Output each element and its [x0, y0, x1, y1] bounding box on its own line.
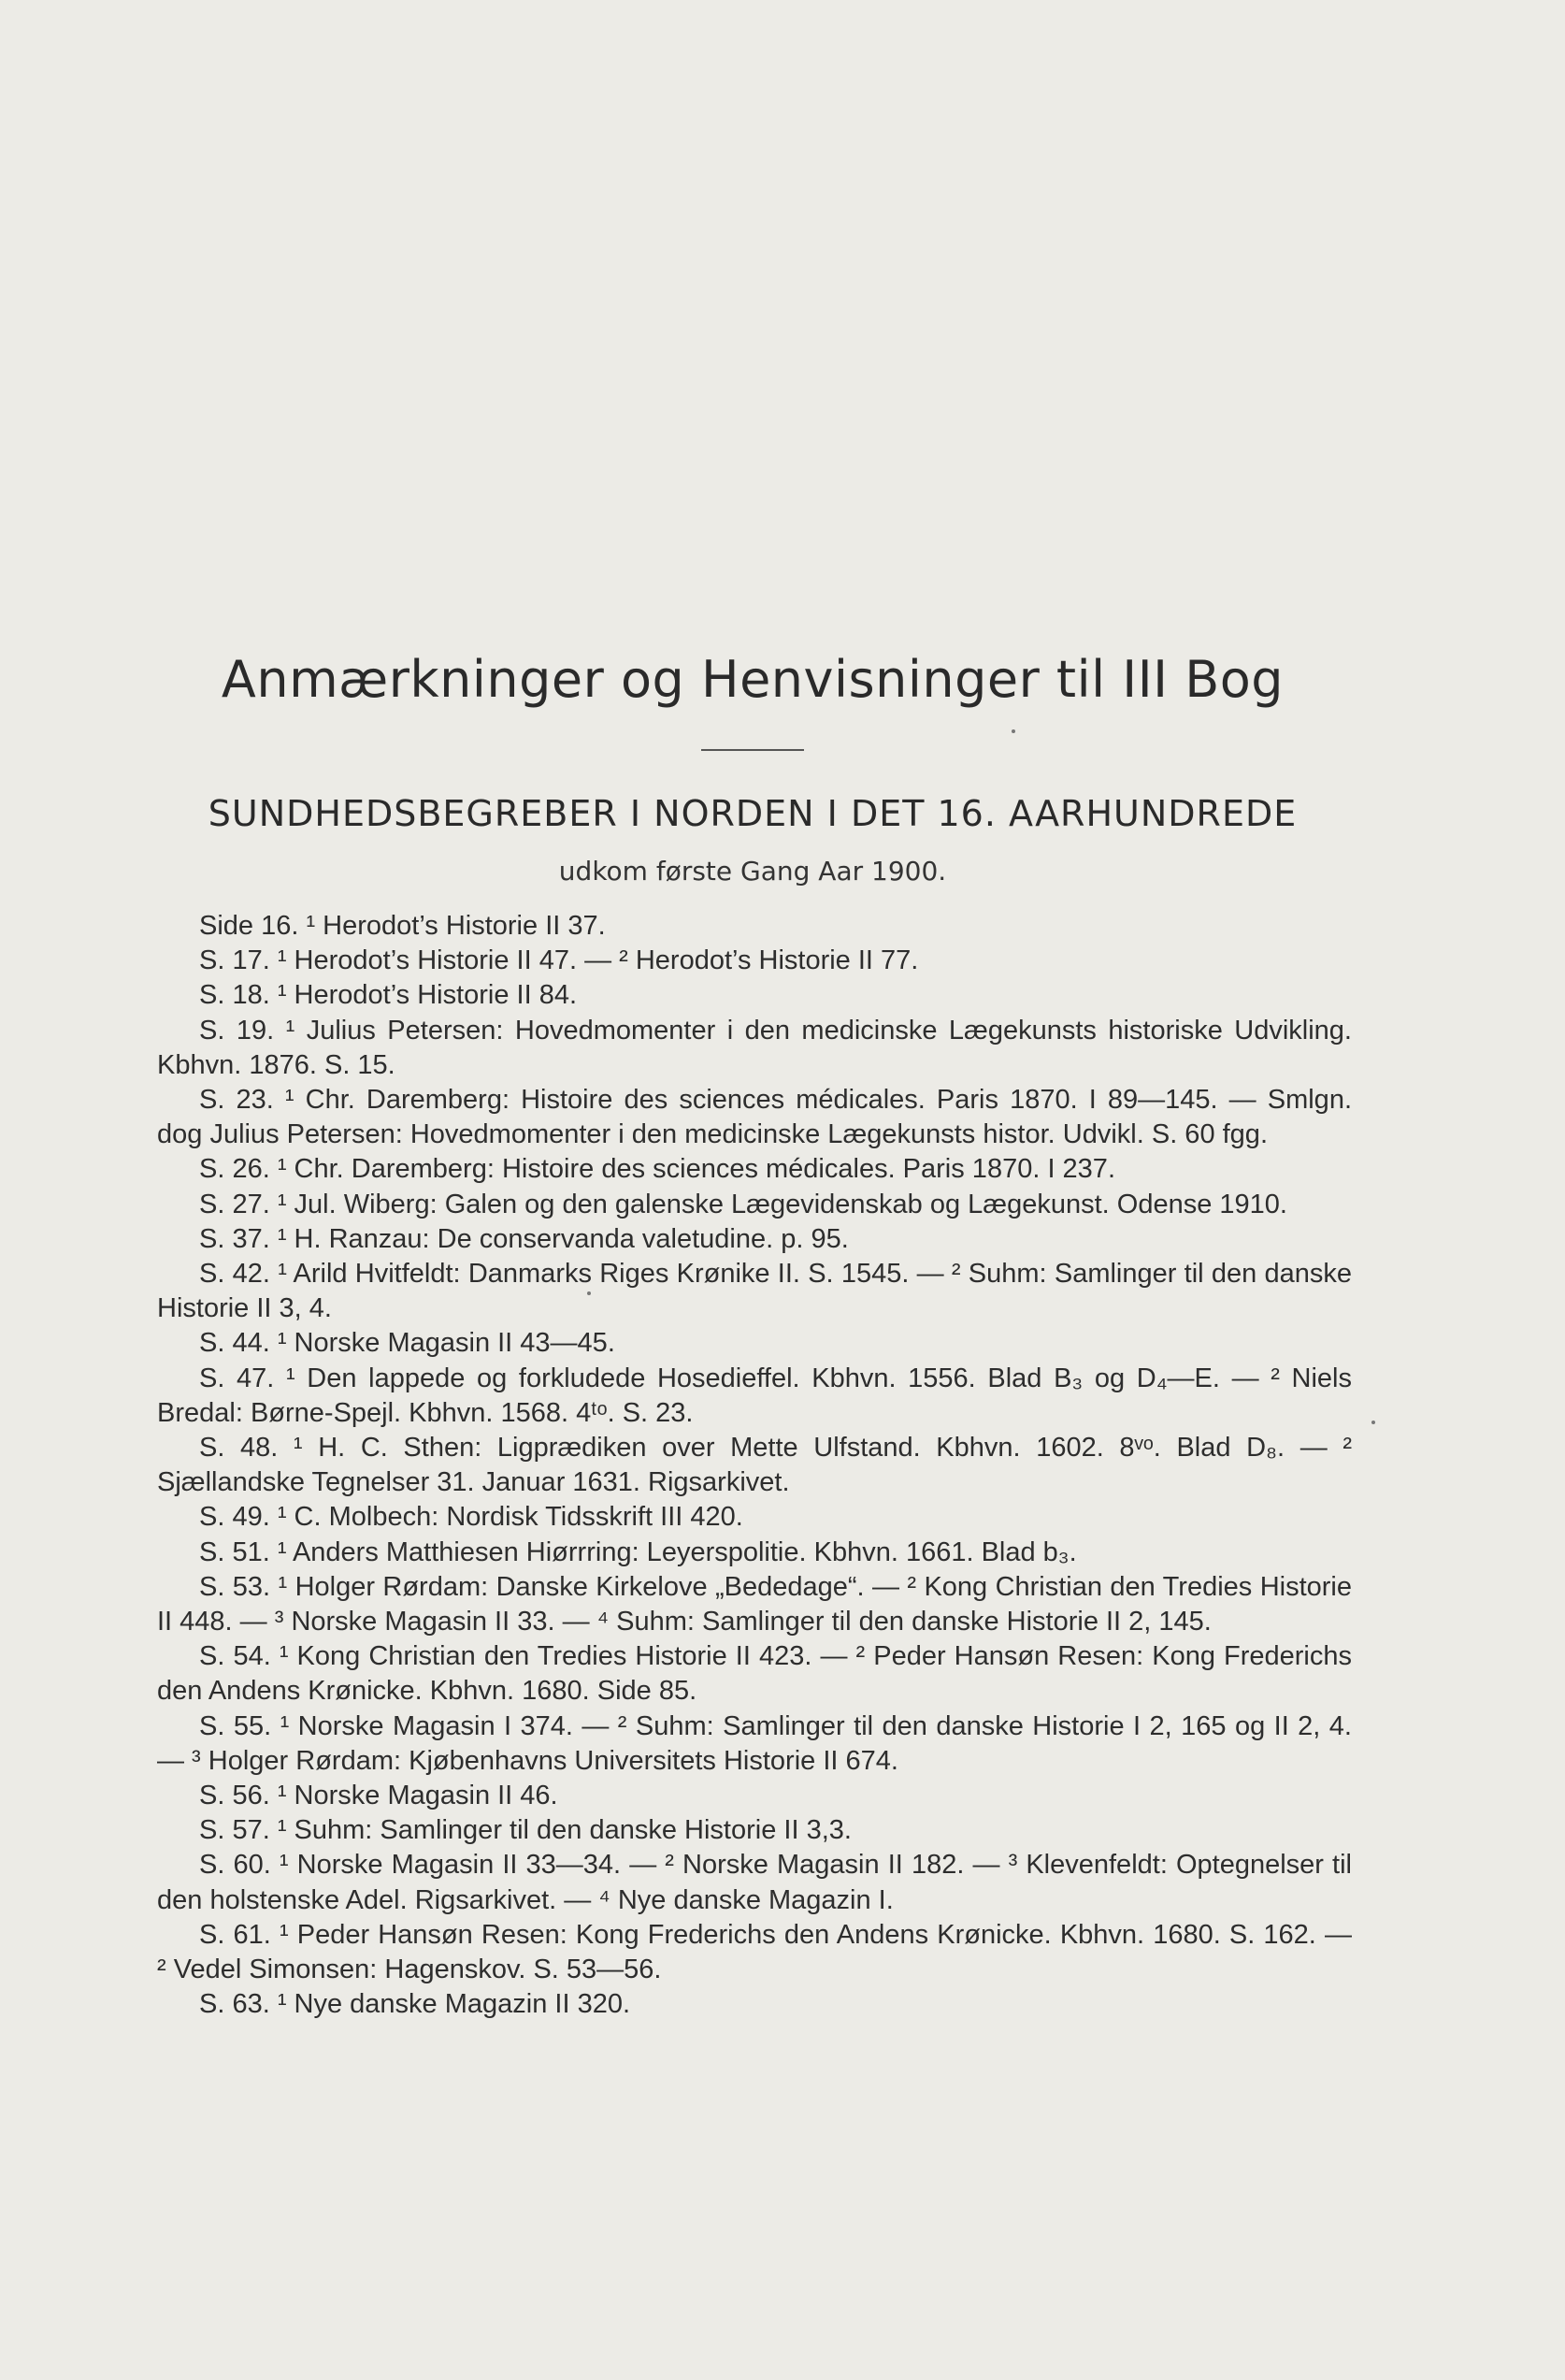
note-entry: S. 55. ¹ Norske Magasin I 374. — ² Suhm: Samlinger til den danske Historie I 2, 165 og II 2, 4. — ³ Holger Rørdam: Kjøbenhavns Universitets Historie II 674. — [157, 1710, 1352, 1776]
note-entry: S. 49. ¹ C. Molbech: Nordisk Tidsskrift III 420. — [199, 1502, 743, 1533]
note-entry: S. 53. ¹ Holger Rørdam: Danske Kirkelove „Bededage“. — ² Kong Christian den Tredies Historie II 448. — ³ Norske Magasin II 33. — ⁴ Suhm: Samlinger til den danske Historie II 2, 145. — [157, 1571, 1352, 1637]
note-entry: S. 60. ¹ Norske Magasin II 33—34. — ² Norske Magasin II 182. — ³ Klevenfeldt: Optegnelser til den holstenske Adel. Rigsarkivet. — ⁴ Nye danske Magazin I. — [157, 1850, 1352, 1915]
note-entry: S. 37. ¹ H. Ranzau: De conservanda valetudine. p. 95. — [199, 1223, 849, 1254]
note-entry: S. 19. ¹ Julius Petersen: Hovedmomenter i den medicinske Lægekunsts historiske Udvikling. Kbhvn. 1876. S. 15. — [157, 1015, 1352, 1080]
note-entry: S. 18. ¹ Herodot’s Historie II 84. — [199, 980, 578, 1011]
paper-speck — [1371, 1421, 1375, 1424]
note-entry: S. 54. ¹ Kong Christian den Tredies Historie II 423. — ² Peder Hansøn Resen: Kong Frederichs den Andens Krønicke. Kbhvn. 1680. Side 85. — [157, 1641, 1352, 1707]
note-entry: S. 61. ¹ Peder Hansøn Resen: Kong Frederichs den Andens Krønicke. Kbhvn. 1680. S. 162. — ² Vedel Simonsen: Hagenskov. S. 53—56. — [157, 1919, 1352, 1985]
section-title: SUNDHEDSBEGREBER I NORDEN I DET 16. AARHUNDREDE — [208, 793, 1298, 834]
note-entry: S. 48. ¹ H. C. Sthen: Ligprædiken over Mette Ulfstand. Kbhvn. 1602. 8ᵛᵒ. Blad D₈. — ² Sjællandske Tegnelser 31. Januar 1631. Rigsarkivet. — [157, 1433, 1352, 1498]
note-entry: S. 27. ¹ Jul. Wiberg: Galen og den galenske Lægevidenskab og Lægekunst. Odense 1910. — [199, 1189, 1287, 1219]
note-entry: S. 23. ¹ Chr. Daremberg: Histoire des sciences médicales. Paris 1870. I 89—145. — Smlgn. dog Julius Petersen: Hovedmomenter i den medicinske Lægekunsts histor. Udvikl. S. 60 fgg. — [157, 1085, 1352, 1150]
note-entry: S. 57. ¹ Suhm: Samlinger til den danske Historie II 3,3. — [199, 1815, 852, 1846]
note-entry: S. 17. ¹ Herodot’s Historie II 47. — ² Herodot’s Historie II 77. — [199, 945, 919, 976]
note-entry: S. 56. ¹ Norske Magasin II 46. — [199, 1781, 558, 1811]
note-entry: S. 42. ¹ Arild Hvitfeldt: Danmarks Riges Krønike II. S. 1545. — ² Suhm: Samlinger til den danske Historie II 3, 4. — [157, 1259, 1352, 1324]
page-heading: Anmærkninger og Henvisninger til III Bog — [221, 650, 1285, 709]
note-entry: S. 26. ¹ Chr. Daremberg: Histoire des sciences médicales. Paris 1870. I 237. — [199, 1154, 1115, 1185]
paper-speck — [587, 1291, 591, 1295]
paper-speck — [1012, 729, 1015, 733]
section-subtitle: udkom første Gang Aar 1900. — [558, 856, 947, 887]
divider-rule — [701, 749, 804, 751]
note-entry: S. 44. ¹ Norske Magasin II 43—45. — [199, 1328, 615, 1359]
note-entry: S. 63. ¹ Nye danske Magazin II 320. — [199, 1989, 631, 2020]
note-entry: S. 51. ¹ Anders Matthiesen Hiørrring: Leyerspolitie. Kbhvn. 1661. Blad b₃. — [199, 1536, 1077, 1567]
note-entry: Side 16. ¹ Herodot’s Historie II 37. — [199, 911, 606, 941]
note-entry: S. 47. ¹ Den lappede og forkludede Hosedieffel. Kbhvn. 1556. Blad B₃ og D₄—E. — ² Niels Bredal: Børne-Spejl. Kbhvn. 1568. 4ᵗᵒ. S. 23. — [157, 1363, 1352, 1428]
notes-list — [157, 909, 1352, 2023]
